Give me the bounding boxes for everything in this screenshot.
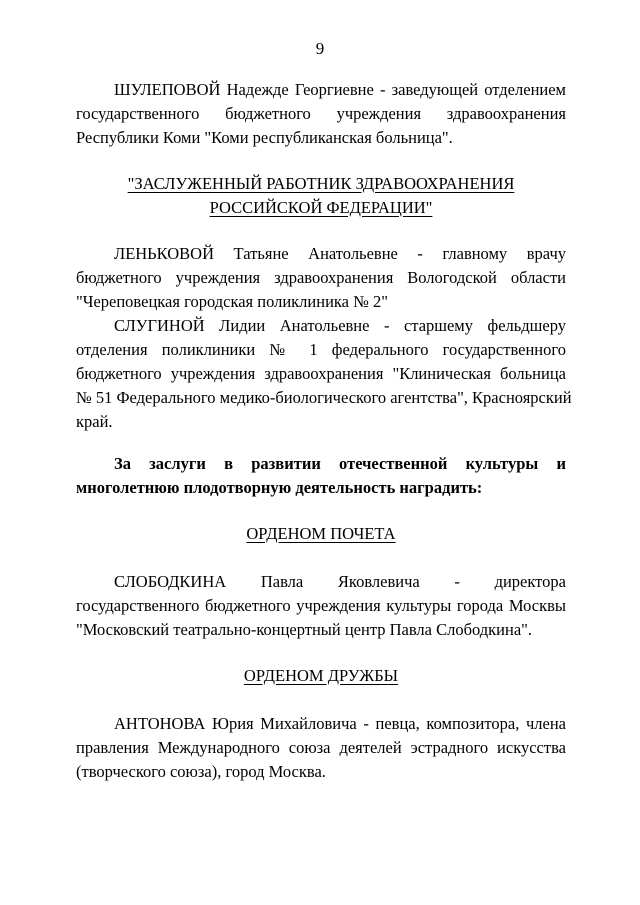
paragraph-slugina-line-2: отделения поликлиники № 1 федерального государственного — [76, 340, 566, 359]
paragraph-slugina-line-3: бюджетного учреждения здравоохранения "Клиническая больница — [76, 364, 566, 383]
paragraph-lenkova-line-3: "Череповецкая городская поликлиника № 2" — [76, 292, 388, 311]
honorary-title-heading-line-1: "ЗАСЛУЖЕННЫЙ РАБОТНИК ЗДРАВООХРАНЕНИЯ — [127, 174, 515, 193]
page-number: 9 — [315, 39, 325, 58]
paragraph-lenkova-line-1: ЛЕНЬКОВОЙ Татьяне Анатольевне - главному врачу — [114, 244, 566, 263]
paragraph-slobodkin-line-2: государственного бюджетного учреждения культуры города Москвы — [76, 596, 566, 615]
paragraph-slugina-line-1: СЛУГИНОЙ Лидии Анатольевне - старшему фельдшеру — [114, 316, 566, 335]
award-intro-line-1: За заслуги в развитии отечественной культуры и — [114, 454, 566, 473]
order-of-honour-heading: ОРДЕНОМ ПОЧЕТА — [246, 524, 396, 543]
paragraph-slugina-line-4: № 51 Федерального медико-биологического агентства", Красноярский — [76, 388, 572, 407]
order-of-friendship-heading: ОРДЕНОМ ДРУЖБЫ — [243, 666, 399, 685]
paragraph-antonov-line-1: АНТОНОВА Юрия Михайловича - певца, композитора, члена — [114, 714, 566, 733]
paragraph-antonov-line-2: правления Международного союза деятелей эстрадного искусства — [76, 738, 566, 757]
award-intro-line-2: многолетнюю плодотворную деятельность наградить: — [76, 478, 483, 497]
paragraph-antonov-line-3: (творческого союза), город Москва. — [76, 762, 326, 781]
honorary-title-heading-line-2: РОССИЙСКОЙ ФЕДЕРАЦИИ" — [209, 198, 433, 217]
paragraph-lenkova-line-2: бюджетного учреждения здравоохранения Вологодской области — [76, 268, 566, 287]
paragraph-slobodkin-line-3: "Московский театрально-концертный центр Павла Слободкина". — [76, 620, 533, 639]
paragraph-slugina-line-5: край. — [76, 412, 113, 431]
paragraph-shulepova-line-1: ШУЛЕПОВОЙ Надежде Георгиевне - заведующей отделением — [114, 80, 566, 99]
paragraph-shulepova-line-2: государственного бюджетного учреждения здравоохранения — [76, 104, 566, 123]
paragraph-slobodkin-line-1: СЛОБОДКИНА Павла Яковлевича - директора — [114, 572, 566, 591]
paragraph-shulepova-line-3: Республики Коми "Коми республиканская больница". — [76, 128, 453, 147]
